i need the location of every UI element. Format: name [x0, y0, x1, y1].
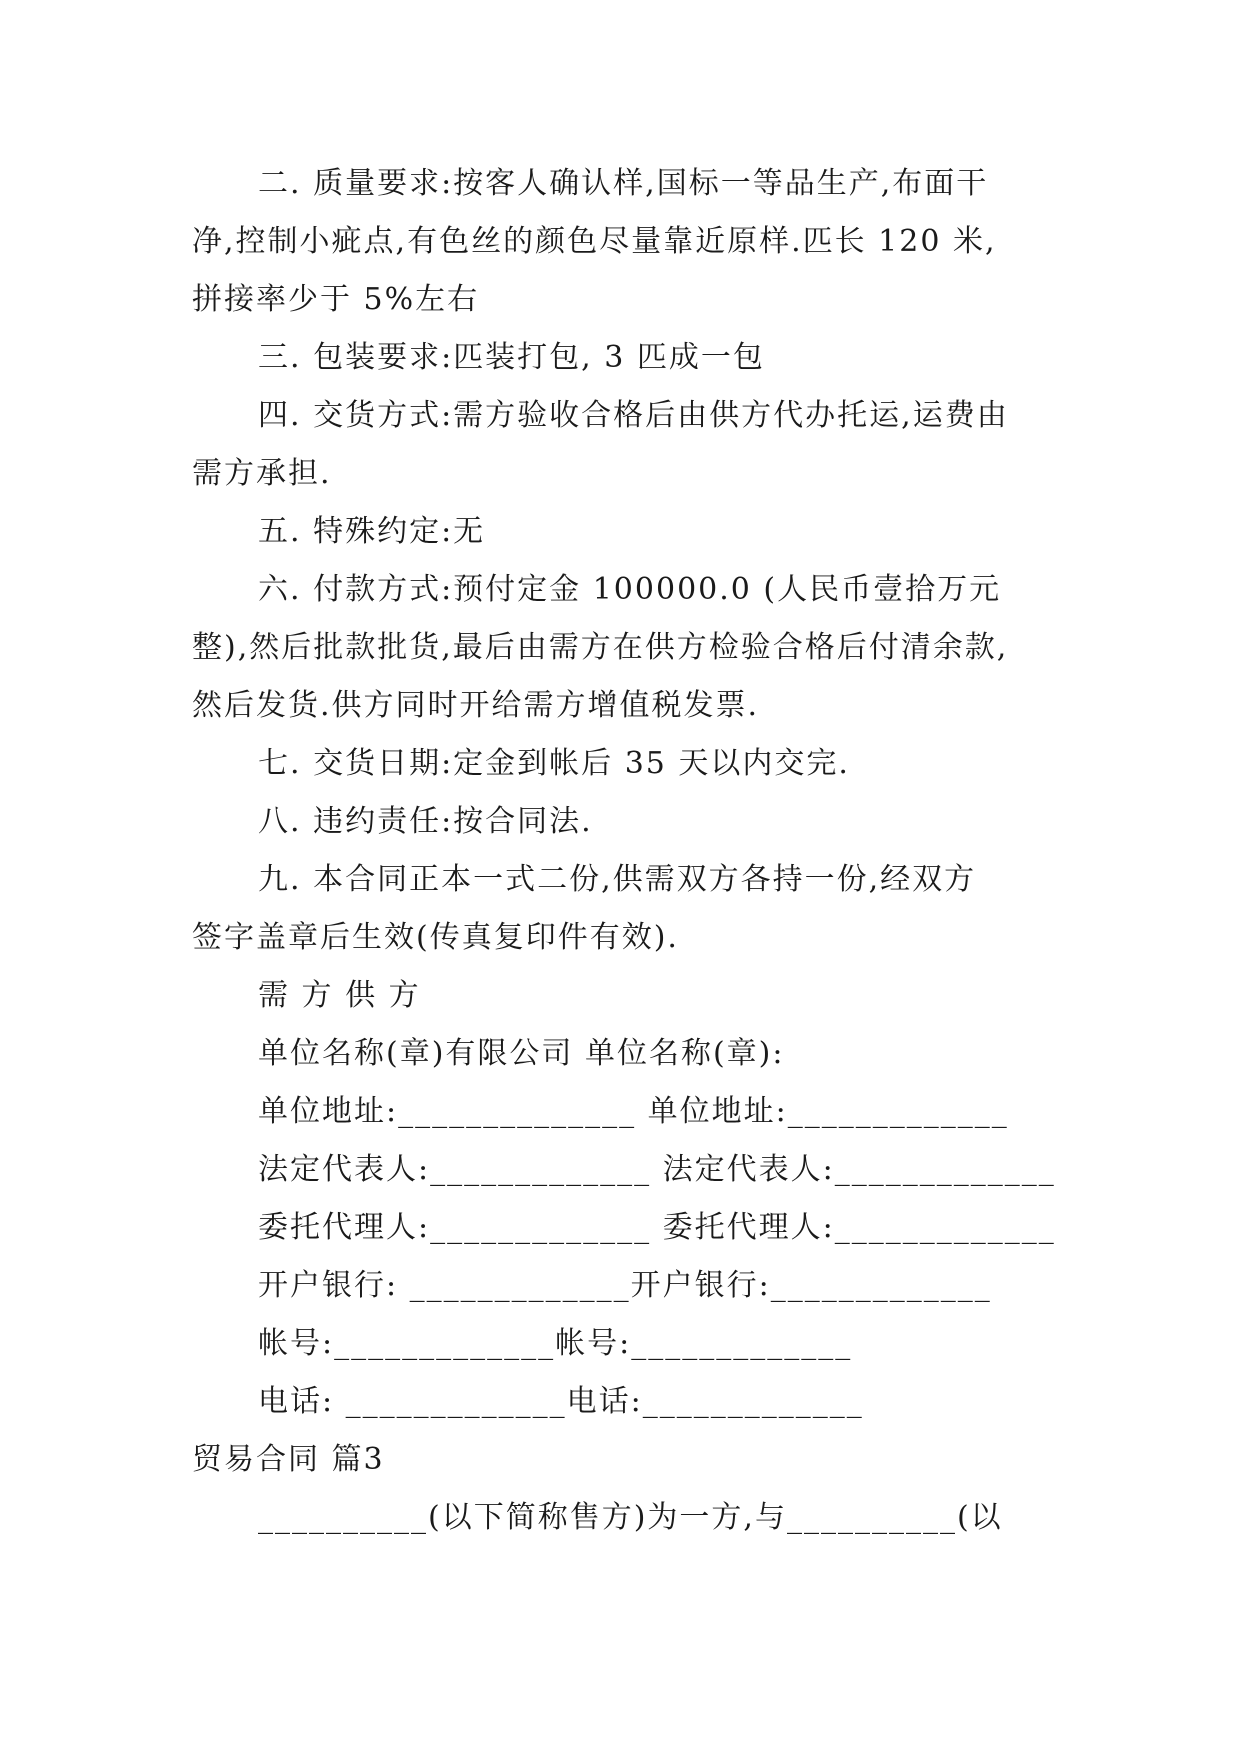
- clause-copies-line-1: 九. 本合同正本一式二份,供需双方各持一份,经双方: [258, 862, 977, 897]
- clause-quality-line-1: 二. 质量要求:按客人确认样,国标一等品生产,布面干: [258, 166, 989, 201]
- contract-intro-line: __________(以下简称售方)为一方,与__________(以: [258, 1500, 1003, 1535]
- clause-packaging: 三. 包装要求:匹装打包, 3 匹成一包: [258, 340, 765, 375]
- signature-legal-representative: 法定代表人:_____________ 法定代表人:_____________: [258, 1152, 1056, 1187]
- signature-phone: 电话: _____________电话:_____________: [258, 1384, 864, 1419]
- signature-address: 单位地址:______________ 单位地址:_____________: [258, 1094, 1009, 1129]
- clause-special-terms: 五. 特殊约定:无: [258, 514, 486, 549]
- signature-company-name: 单位名称(章)有限公司 单位名称(章):: [258, 1036, 785, 1071]
- clause-copies-line-2: 签字盖章后生效(传真复印件有效).: [192, 920, 679, 955]
- clause-liability: 八. 违约责任:按合同法.: [258, 804, 593, 839]
- clause-quality-line-2: 净,控制小疵点,有色丝的颜色尽量靠近原样.匹长 120 米,: [192, 224, 997, 259]
- clause-payment-line-2: 整),然后批款批货,最后由需方在供方检验合格后付清余款,: [192, 630, 1009, 665]
- clause-delivery-method-line-1: 四. 交货方式:需方验收合格后由供方代办托运,运费由: [258, 398, 1009, 433]
- clause-quality-line-3: 拼接率少于 5%左右: [192, 282, 480, 317]
- signature-account: 帐号:_____________帐号:_____________: [258, 1326, 853, 1361]
- signature-bank: 开户银行: _____________开户银行:_____________: [258, 1268, 992, 1303]
- clause-payment-line-1: 六. 付款方式:预付定金 100000.0 (人民币壹拾万元: [258, 572, 1002, 607]
- parties-heading: 需 方 供 方: [258, 978, 421, 1013]
- clause-delivery-method-line-2: 需方承担.: [192, 456, 332, 491]
- document-body: [192, 155, 1062, 1547]
- clause-payment-line-3: 然后发货.供方同时开给需方增值税发票.: [192, 688, 760, 723]
- signature-agent: 委托代理人:_____________ 委托代理人:_____________: [258, 1210, 1056, 1245]
- section-heading: 贸易合同 篇3: [192, 1442, 385, 1477]
- clause-delivery-date: 七. 交货日期:定金到帐后 35 天以内交完.: [258, 746, 850, 781]
